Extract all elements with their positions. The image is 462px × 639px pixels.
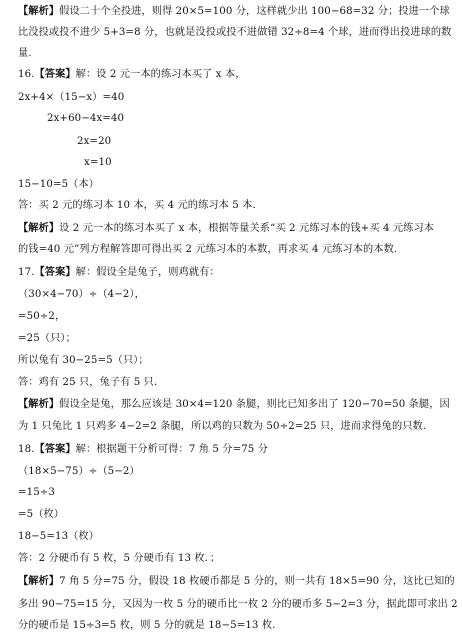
calculation-line: =5（枚） [18, 509, 65, 520]
equation-line: 2x+60−4x=40 [47, 113, 125, 124]
analysis-16-line-2: 的钱=40 元”列方程解答即可得出买 2 元练习本的本数，再求买 4 元练习本的本数. [18, 244, 398, 255]
answer-17-heading: 17.【答案】解：假设全是兔子，则鸡就有： [18, 266, 220, 278]
analysis-15-line-2: 比没投或投不进少 5+3=8 分，也就是没投或投不进做错 32÷8=4 个球，进而得出投进球的数 [18, 27, 452, 38]
equation-line: 2x+4×（15−x）=40 [18, 92, 125, 103]
answer-statement: 答：2 分硬币有 5 枚，5 分硬币有 13 枚．； [18, 553, 221, 564]
equation-line: 2x=20 [77, 136, 112, 147]
answer-label: 【答案】 [34, 443, 76, 455]
calculation-line: 所以兔有 30−25=5（只）； [18, 355, 149, 366]
analysis-label: 【解析】 [18, 5, 60, 17]
analysis-17-line-1: 【解析】假设全是兔，那么应该是 30×4=120 条腿，则比已知多出了 120−70=50 条腿，因 [18, 398, 450, 410]
analysis-17-line-2: 为 1 只兔比 1 只鸡多 4−2=2 条腿，所以鸡的只数为 50÷2=25 只，进而求得兔的只数. [18, 421, 427, 432]
calculation-line: =25（只）； [18, 333, 76, 344]
question-number: 17. [18, 267, 35, 278]
equation-line: x=10 [84, 157, 112, 168]
calculation-line: 18−5=13（枚） [18, 531, 100, 542]
calculation-line: =50÷2， [18, 311, 66, 322]
question-number: 18. [18, 444, 35, 455]
analysis-15-line-1: 【解析】假设二十个全投进，则得 20×5=100 分，这样就少出 100−68=32 分；投进一个球 [18, 5, 450, 17]
analysis-18-line-2: 多出 90−75=15 分，又因为一枚 5 分的硬币比一枚 2 分的硬币多 5−2=3 分，据此即可求出 2 [18, 599, 458, 610]
calculation-line: 15−10=5（本） [18, 179, 100, 190]
answer-16-heading: 16.【答案】解：设 2 元一本的练习本买了 x 本， [18, 68, 246, 80]
analysis-label: 【解析】 [18, 222, 60, 234]
answer-label: 【答案】 [34, 266, 76, 278]
answer-statement: 答：鸡有 25 只，兔子有 5 只． [18, 377, 165, 388]
answer-statement: 答：买 2 元的练习本 10 本，买 4 元的练习本 5 本． [18, 200, 263, 211]
analysis-16-line-1: 【解析】设 2 元一本的练习本买了 x 本，根据等量关系“买 2 元练习本的钱+买 4 元练习本 [18, 222, 435, 234]
calculation-line: =15÷3 [18, 487, 56, 498]
analysis-label: 【解析】 [18, 575, 60, 587]
analysis-15-line-3: 量. [18, 48, 32, 59]
analysis-label: 【解析】 [18, 398, 60, 410]
question-number: 16. [18, 69, 35, 80]
answer-label: 【答案】 [34, 68, 76, 80]
analysis-18-line-1: 【解析】7 角 5 分=75 分，假设 18 枚硬币都是 5 分的，则一共有 18×5=90 分，这比已知的 [18, 575, 455, 587]
analysis-18-line-3: 分的硬币是 15÷3=5 枚，则 5 分的就是 18−5=13 枚. [18, 620, 276, 631]
calculation-line: （30×4−70）÷（4−2）， [18, 289, 145, 300]
answer-18-heading: 18.【答案】解：根据题干分析可得：7 角 5 分=75 分 [18, 443, 269, 455]
calculation-line: （18×5−75）÷（5−2） [18, 466, 140, 477]
